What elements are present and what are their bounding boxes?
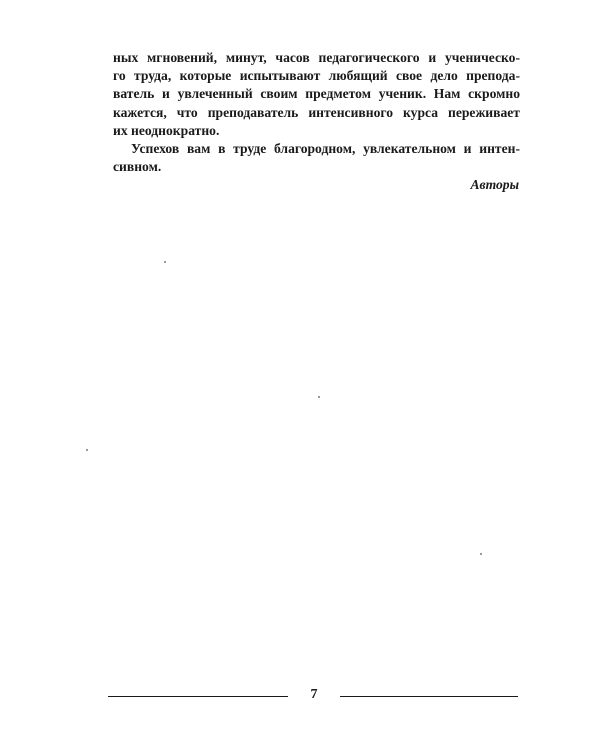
text-line: ных мгновений, минут, часов педагогического и ученическо- (113, 50, 520, 65)
page-number: 7 (310, 687, 318, 702)
paragraph-1 (113, 49, 520, 140)
scan-speck (480, 553, 482, 555)
text-line: их неоднократно. (113, 122, 220, 138)
text-line: сивном. (113, 159, 162, 175)
text-line: ватель и увлеченный своим предметом ученик. Нам скромно (113, 86, 520, 102)
text-line: го труда, которые испытывают любящий свое дело препода- (113, 68, 520, 84)
footer-rule-left (108, 696, 288, 697)
scan-speck (86, 449, 88, 451)
page-footer (108, 688, 518, 704)
scan-speck (164, 261, 166, 263)
scan-speck (318, 396, 320, 398)
signature: Авторы (470, 177, 519, 192)
footer-rule-right (340, 696, 518, 697)
paragraph-2 (113, 140, 520, 176)
text-line: кажется, что преподаватель интенсивного курса переживает (113, 104, 520, 120)
body-text (113, 49, 520, 176)
text-line: Успехов вам в труде благородном, увлекательном и интен- (131, 141, 520, 157)
